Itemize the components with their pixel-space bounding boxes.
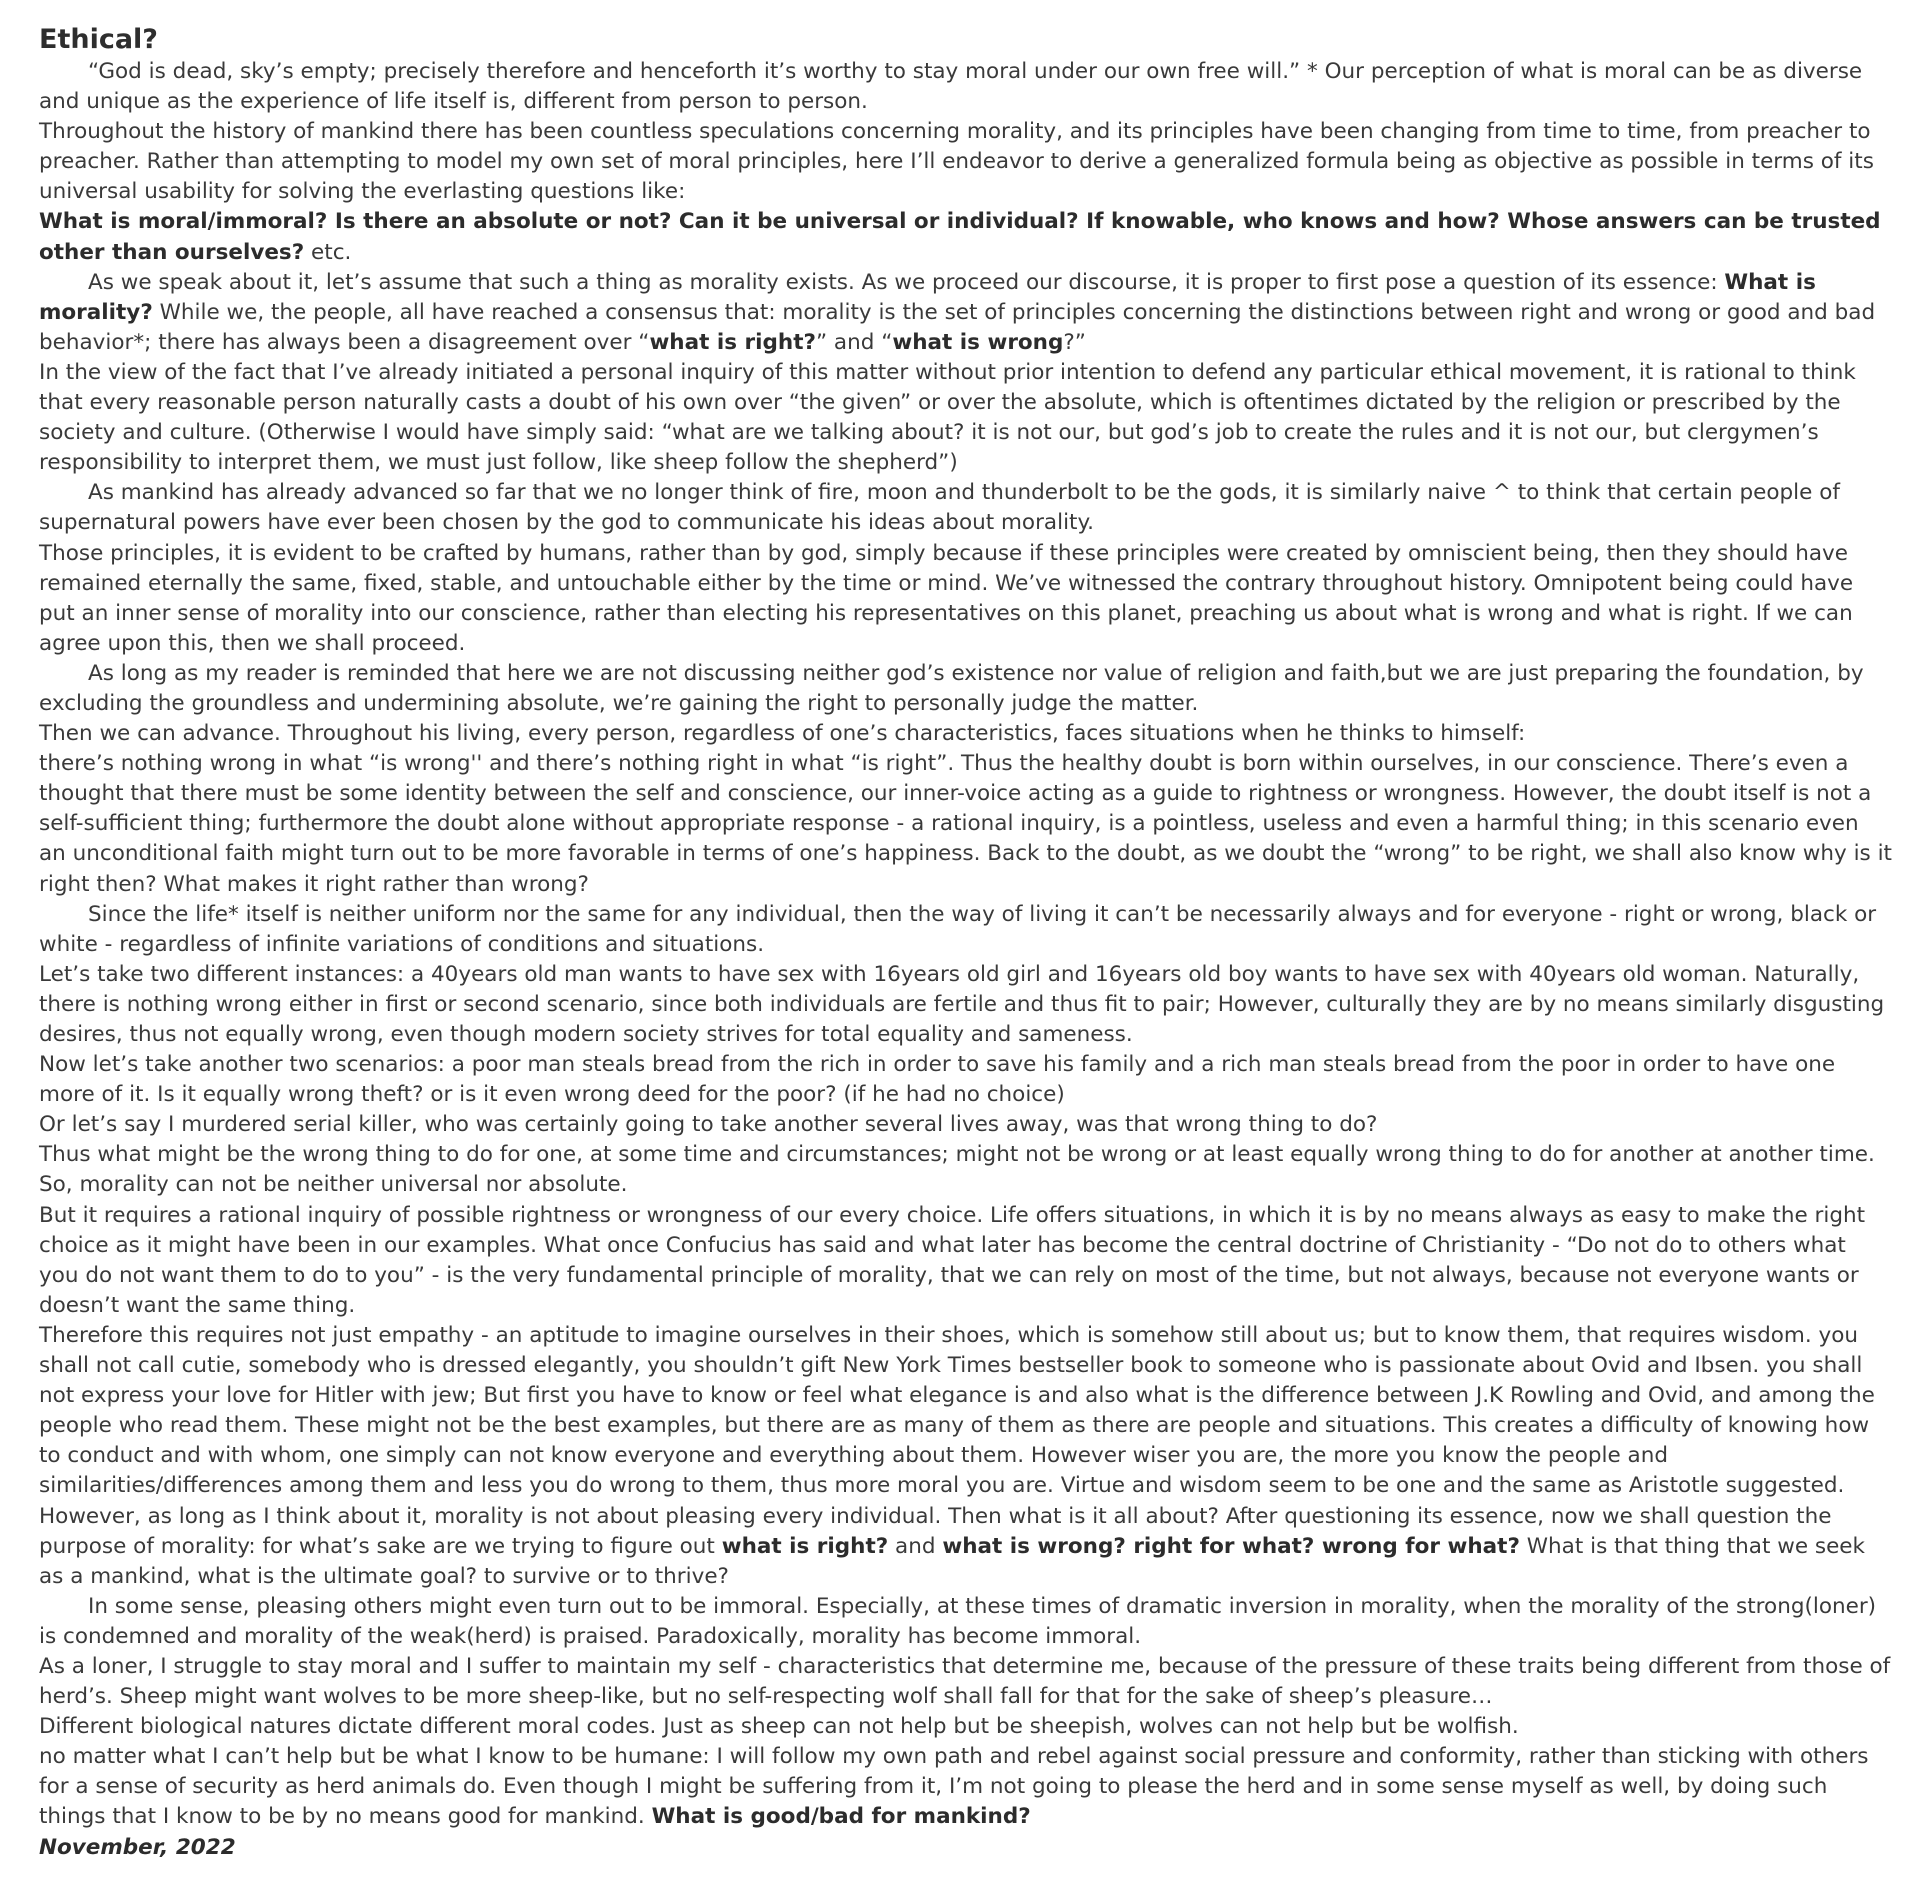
- paragraph: [39, 1742, 1892, 1832]
- text-run: In the view of the fact that I’ve already initiated a personal inquiry of this matter without prior intention to defend any particular ethical movement, it is rational to think that every reasonable person naturally casts a doubt of his own over “the given” or over the absolute, which is oftentimes dictated by the religion or prescribed by the society and culture. (Otherwise I would have simply said: “what are we talking about? it is not our, but god’s job to create the rules and it is not our, but clergymen’s responsibility to interpret them, we must just follow, like sheep follow the shepherd”): [39, 359, 1856, 476]
- text-run: What is that thing that we seek as a mankind, what is the ultimate goal? to survive or to thrive?: [39, 1533, 1865, 1589]
- bold-text: What is moral/immoral? Is there an absolute or not? Can it be universal or individual? If knowable, who knows and how? Whose answers can be trusted other than ourselves?: [39, 209, 1881, 265]
- text-run: As we speak about it, let’s assume that such a thing as morality exists. As we proceed our discourse, it is proper to first pose a question of its essence:: [88, 269, 1725, 295]
- paragraph: [39, 1652, 1892, 1712]
- paragraph: [39, 117, 1892, 207]
- paragraph: [39, 719, 1892, 749]
- bold-text: what is right?: [649, 329, 816, 355]
- text-run: Different biological natures dictate different moral codes. Just as sheep can not help but be sheepish, wolves can not help but be wolfish.: [39, 1714, 1519, 1740]
- date-line: November, 2022: [39, 1834, 236, 1860]
- paragraph: [39, 1712, 1892, 1742]
- text-run: no matter what I can’t help but be what I know to be humane: I will follow my own path and rebel against social pressure and conformity, rather than sticking with others for a sense of security as herd animals do. Even though I might be suffering from it, I’m not going to please the herd and in some sense myself as well, by doing such things that I know to be by no means good for mankind.: [39, 1744, 1869, 1830]
- text-run: Or let’s say I murdered serial killer, who was certainly going to take another several lives away, was that wrong thing to do?: [39, 1112, 1378, 1138]
- text-run: As long as my reader is reminded that here we are not discussing neither god’s existence nor value of religion and faith,but we are just preparing the foundation, by excluding the groundless and undermining absolute, we’re gaining the right to personally judge the matter.: [39, 660, 1864, 716]
- bold-text: What is morality?: [39, 269, 1816, 325]
- text-run: Throughout the history of mankind there has been countless speculations concerning morality, and its principles have been changing from time to time, from preacher to preacher. Rather than attempting to model my own set of moral principles, here I’ll endeavor to derive a generalized formula being as objective as possible in terms of its universal usability for solving the everlasting questions like:: [39, 119, 1874, 205]
- text-run: Since the life* itself is neither uniform nor the same for any individual, then the way of living it can’t be necessarily always and for everyone - right or wrong, black or white - regardless of infinite variations of conditions and situations.: [39, 901, 1877, 957]
- paragraph: [39, 900, 1892, 960]
- text-run: Then we can advance. Throughout his living, every person, regardless of one’s characteristics, faces situations when he thinks to himself:: [39, 721, 1526, 747]
- bold-text: what is right?: [721, 1533, 889, 1559]
- text-run: there’s nothing wrong in what “is wrong'' and there’s nothing right in what “is right”. Thus the healthy doubt is born within ourselves, in our conscience. There’s even a thought that there must be some identity between the self and conscience, our inner-voice acting as a guide to rightness or wrongness. However, the doubt itself is not a self-sufficient thing; furthermore the doubt alone without appropriate response - a rational inquiry, is a pointless, useless and even a harmful thing; in this scenario even an unconditional faith might turn out to be more favorable in terms of one’s happiness. Back to the doubt, as we doubt the “wrong” to be right, we shall also know why is it right then? What makes it right rather than wrong?: [39, 751, 1892, 897]
- paragraph: [39, 960, 1892, 1050]
- text-run: Now let’s take another two scenarios: a poor man steals bread from the rich in order to save his family and a rich man steals bread from the poor in order to have one more of it. Is it equally wrong theft? or is it even wrong deed for the poor? (if he had no choice): [39, 1052, 1836, 1108]
- document-body: [39, 57, 1892, 1833]
- text-run: etc.: [304, 239, 352, 265]
- paragraph: [39, 659, 1892, 719]
- bold-text: what is wrong: [892, 329, 1064, 355]
- paragraph: [39, 539, 1892, 659]
- paragraph: [39, 57, 1892, 117]
- text-run: ?”: [1063, 329, 1086, 355]
- text-run: and: [888, 1533, 943, 1559]
- text-run: Let’s take two different instances: a 40years old man wants to have sex with 16years old girl and 16years old boy wants to have sex with 40years old woman. Naturally, there is nothing wrong either in first or second scenario, since both individuals are fertile and thus fit to pair; However, culturally they are by no means similarly disgusting desires, thus not equally wrong, even though modern society strives for total equality and sameness.: [39, 961, 1885, 1047]
- text-run: ” and “: [815, 329, 893, 355]
- paragraph: [39, 358, 1892, 478]
- paragraph: [39, 207, 1892, 267]
- paragraph: [39, 1592, 1892, 1652]
- paragraph: [39, 1050, 1892, 1110]
- text-run: Thus what might be the wrong thing to do for one, at some time and circumstances; might not be wrong or at least equally wrong thing to do for another at another time. So, morality can not be neither universal nor absolute.: [39, 1142, 1875, 1198]
- bold-text: What is good/bad for mankind?: [651, 1804, 1031, 1830]
- page-title: Ethical?: [39, 24, 158, 55]
- bold-text: what is wrong? right for what? wrong for what?: [942, 1533, 1520, 1559]
- paragraph: [39, 1321, 1892, 1592]
- paragraph: [39, 1201, 1892, 1321]
- text-run: “God is dead, sky’s empty; precisely therefore and henceforth it’s worthy to stay moral under our own free will.” * Our perception of what is moral can be as diverse and unique as the experience of life itself is, different from person to person.: [39, 59, 1863, 115]
- paragraph: [39, 268, 1892, 358]
- text-run: As mankind has already advanced so far that we no longer think of fire, moon and thunderbolt to be the gods, it is similarly naive ^ to think that certain people of supernatural powers have ever been chosen by the god to communicate his ideas about morality.: [39, 480, 1840, 536]
- text-run: While we, the people, all have reached a consensus that: morality is the set of principles concerning the distinctions between right and wrong or good and bad behavior*; there has always been a disagreement over “: [39, 299, 1876, 355]
- paragraph: [39, 1110, 1892, 1140]
- paragraph: [39, 478, 1892, 538]
- text-run: But it requires a rational inquiry of possible rightness or wrongness of our every choice. Life offers situations, in which it is by no means always as easy to make the right choice as it might have been in our examples. What once Confucius has said and what later has become the central doctrine of Christianity - “Do not do to others what you do not want them to do to you” - is the very fundamental principle of morality, that we can rely on most of the time, but not always, because not everyone wants or doesn’t want the same thing.: [39, 1202, 1866, 1318]
- text-run: In some sense, pleasing others might even turn out to be immoral. Especially, at these times of dramatic inversion in morality, when the morality of the strong(loner) is condemned and morality of the weak(herd) is praised. Paradoxically, morality has become immoral.: [39, 1593, 1877, 1649]
- paragraph: [39, 749, 1892, 899]
- text-run: Those principles, it is evident to be crafted by humans, rather than by god, simply because if these principles were created by omniscient being, then they should have remained eternally the same, fixed, stable, and untouchable either by the time or mind. We’ve witnessed the contrary throughout history. Omnipotent being could have put an inner sense of morality into our conscience, rather than electing his representatives on this planet, preaching us about what is wrong and what is right. If we can agree upon this, then we shall proceed.: [39, 540, 1854, 656]
- text-run: Therefore this requires not just empathy - an aptitude to imagine ourselves in their shoes, which is somehow still about us; but to know them, that requires wisdom. you shall not call cutie, somebody who is dressed elegantly, you shouldn’t gift New York Times bestseller book to someone who is passionate about Ovid and Ibsen. you shall not express your love for Hitler with jew; But first you have to know or feel what elegance is and also what is the difference between J.K Rowling and Ovid, and among the people who read them. These might not be the best examples, but there are as many of them as there are people and situations. This creates a difficulty of knowing how to conduct and with whom, one simply can not know everyone and everything about them. However wiser you are, the more you know the people and similarities/differences among them and less you do wrong to them, thus more moral you are. Virtue and wisdom seem to be one and the same as Aristotle suggested. However, as long as I think about it, morality is not about pleasing every individual. Then what is it all about? After questioning its essence, now we shall question the purpose of morality: for what’s sake are we trying to figure out: [39, 1322, 1875, 1559]
- text-run: As a loner, I struggle to stay moral and I suffer to maintain my self - characteristics that determine me, because of the pressure of these traits being different from those of herd’s. Sheep might want wolves to be more sheep-like, but no self-respecting wolf shall fall for that for the sake of sheep’s pleasure…: [39, 1653, 1891, 1710]
- paragraph: [39, 1140, 1892, 1200]
